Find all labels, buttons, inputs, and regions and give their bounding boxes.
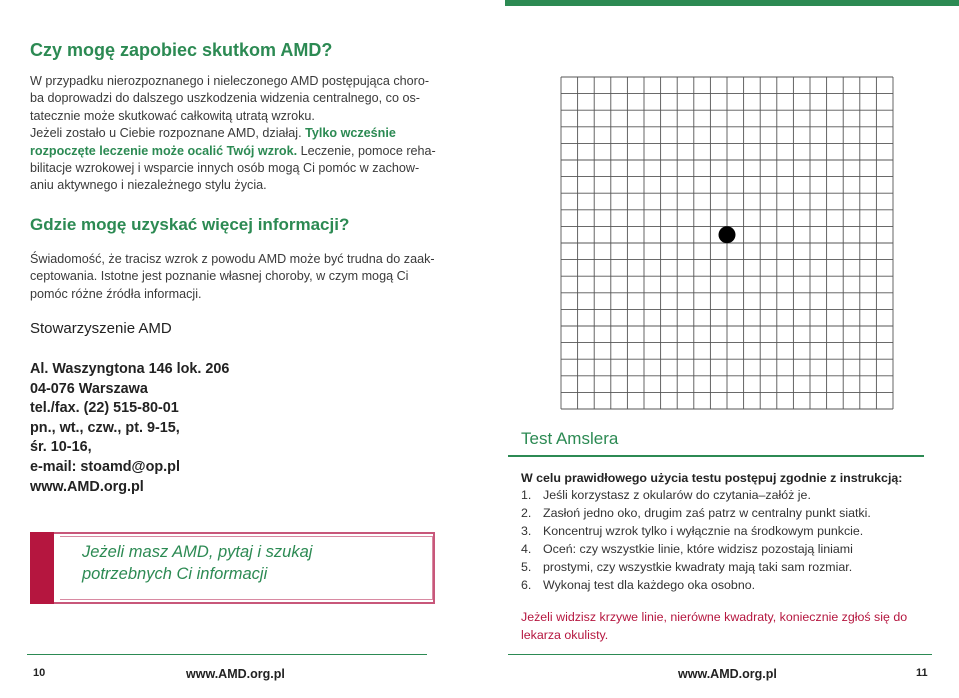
page-title: Czy mogę zapobiec skutkom AMD? [30,40,333,60]
page-number-right: 11 [916,667,928,679]
email-link[interactable]: e-mail: stoamd@op.pl [30,458,180,475]
warning-line: lekarza okulisty. [521,627,609,642]
address-line: tel./fax. (22) 515-80-01 [30,400,179,417]
footer-url-left[interactable]: www.AMD.org.pl [186,667,285,681]
text-line: W przypadku nierozpoznanego i nieleczonego AMD postępująca choro- [30,74,430,88]
top-accent-band [505,0,959,6]
list-item: 5. prostymi, czy wszystkie kwadraty mają taki sam rozmiar. [521,560,853,574]
address-block [30,360,229,497]
text-line: bilitacje wzrokowej i wsparcie innych osób mogą Ci pomóc w zachow- [30,161,420,176]
instruction-intro: W celu prawidłowego użycia testu postępuj zgodnie z instrukcją: [521,471,903,485]
text-line: pomóc różne źródła informacji. [30,286,202,301]
list-item: 4. Oceń: czy wszystkie linie, które widzisz pozostają liniami [521,542,853,556]
callout-text [82,541,312,585]
organization-name: Stowarzyszenie AMD [30,320,172,337]
text-line: tatecznie może skutkować całkowitą utratą wzroku. [30,108,315,123]
footer-rule [27,654,427,655]
list-item: 1. Jeśli korzystasz z okularów do czytania–załóż je. [521,488,811,502]
footer-rule [508,654,932,655]
address-line: Al. Waszyngtona 146 lok. 206 [30,361,230,377]
text-line: ceptowania. Istotne jest poznanie własnej choroby, w czym mogą Ci [30,269,409,284]
info-paragraph [30,251,450,303]
text-line: Świadomość, że tracisz wzrok z powodu AMD może być trudna do zaak- [30,252,435,266]
address-line: śr. 10-16, [30,439,92,456]
text-line: rozpoczęte leczenie może ocalić Twój wzrok. Leczenie, pomoce reha- [30,143,436,158]
callout-accent-bar [30,532,54,604]
website-link[interactable]: www.AMD.org.pl [30,478,144,495]
section-subtitle: Gdzie mogę uzyskać więcej informacji? [30,215,350,234]
list-item: 2. Zasłoń jedno oko, drugim zaś patrz w centralny punkt siatki. [521,506,871,520]
intro-paragraph [30,73,450,195]
warning-line: Jeżeli widzisz krzywe linie, nierówne kwadraty, koniecznie zgłoś się do [521,610,908,624]
page-number-left: 10 [33,667,46,679]
address-line: 04-076 Warszawa [30,380,148,397]
footer-url-right[interactable]: www.AMD.org.pl [678,667,777,681]
amsler-grid [560,76,894,410]
text-line: aniu aktywnego i niezależnego stylu życia. [30,178,267,193]
callout-box [30,532,435,604]
callout-line: Jeżeli masz AMD, pytaj i szukaj [82,543,313,561]
warning-text [521,609,907,644]
instruction-list [521,486,941,594]
text-line: ba doprowadzi do dalszego uszkodzenia widzenia centralnego, co os- [30,91,420,106]
callout-line: potrzebnych Ci informacji [82,565,268,583]
text-line: Jeżeli zostało u Ciebie rozpoznane AMD, działaj. Tylko wcześnie [30,126,396,141]
list-item: 6. Wykonaj test dla każdego oka osobno. [521,578,756,592]
center-dot [719,226,736,243]
address-line: pn., wt., czw., pt. 9-15, [30,419,180,436]
list-item: 3. Koncentruj wzrok tylko i wyłącznie na środkowym punkcie. [521,524,864,538]
test-title: Test Amslera [521,429,619,448]
title-rule [508,455,924,457]
